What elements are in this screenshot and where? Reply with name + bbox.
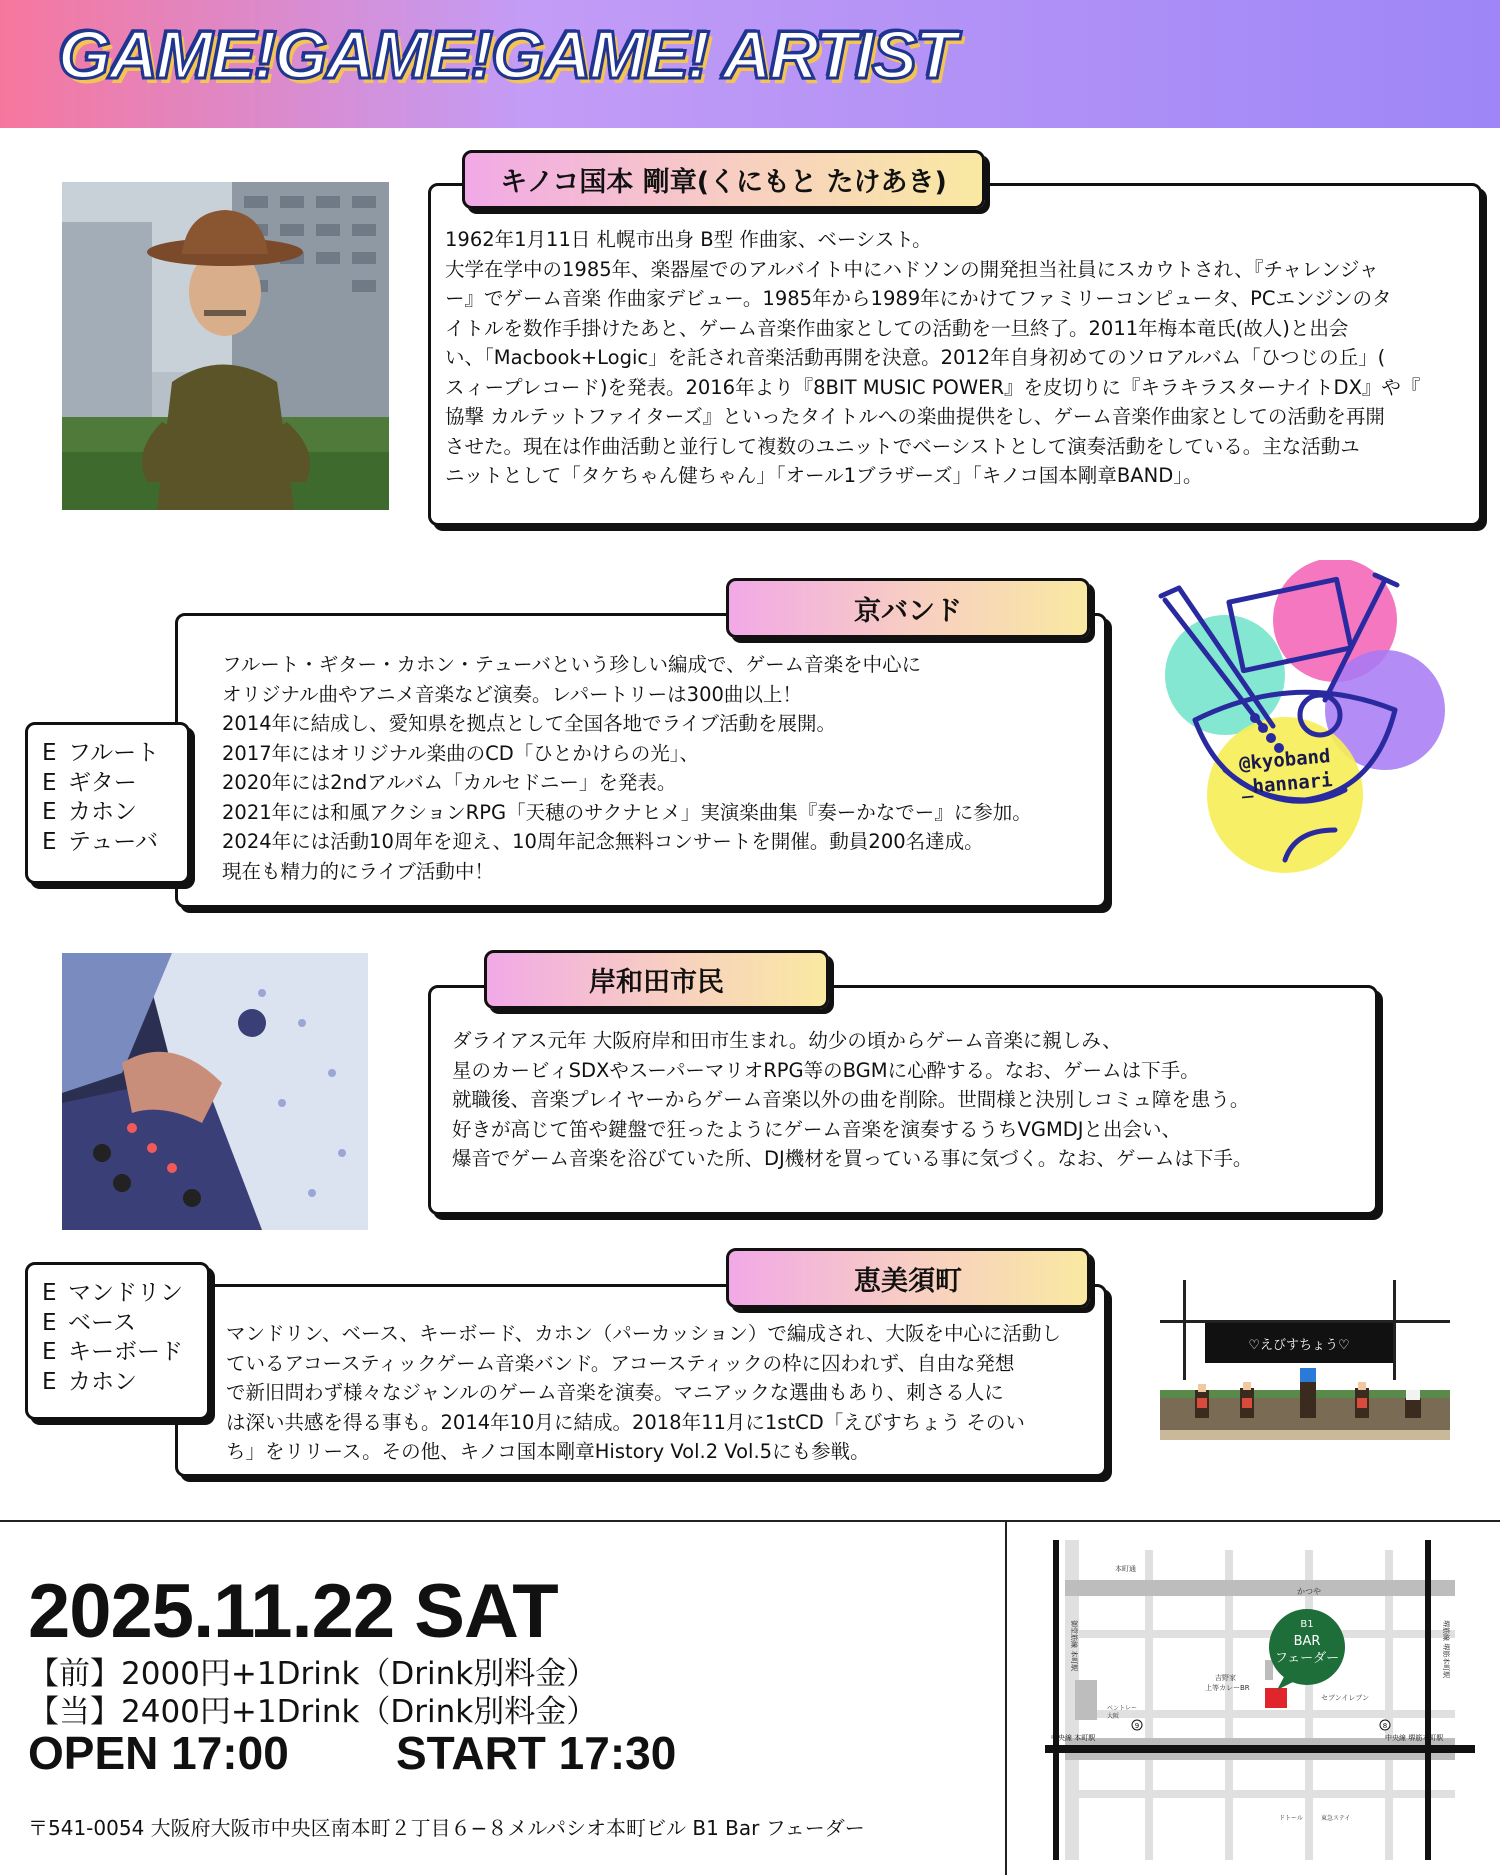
venue-address: 〒541-0054 大阪府大阪市中央区南本町２丁目６−８メルパシオ本町ビル B1 Bar フェーダー (28, 1816, 865, 1840)
map-exit-right: 8 (1382, 1722, 1388, 1730)
instrument-item: E キーボード (42, 1339, 183, 1365)
map-doutor: ドトール (1279, 1815, 1303, 1822)
instrument-item: E テューバ (42, 828, 159, 855)
artist-bio-kyoband: フルート・ギター・カホン・テューバという珍しい編成で、ゲーム音楽を中心に オリジナル曲やアニメ音楽など演奏。レパートリーは300曲以上！ 2014年に結成し、愛知県を拠点として全国各地でライブ活動を展開。 2017年にはオリジナル楽曲のCD「ひとかけらの光」、 2020年には2ndアルバム「カルセドニー」を発表。 2021年には和風アクションRPG「天穂のサクナヒメ」実演楽曲集『奏ーかなでー』に参加。 2024年には活動10周年を迎え、10周年記念無料コンサートを開催。動員200名達成。 現在も精力的にライブ活動中！ (222, 653, 1032, 883)
ebisucho-logo-text: ♡えびすちょう♡ (1248, 1338, 1350, 1353)
map-tokyu: 東急ステイ (1321, 1815, 1351, 1822)
kyoband-logo (1135, 560, 1455, 880)
ebisucho-pixel-art (1155, 1280, 1455, 1455)
map-exit-left: 9 (1134, 1722, 1140, 1730)
instrument-item: E マンドリン (42, 1280, 183, 1306)
kyoband-logo-text: @kyoband _hannari (1238, 745, 1334, 799)
map-venue-floor: B1 (1300, 1619, 1314, 1630)
instrument-item: E ベース (42, 1309, 136, 1336)
artist-name-kunimoto: キノコ国本 剛章(くにもと たけあき) (462, 150, 985, 209)
artist-name-kishiwada: 岸和田市民 (484, 950, 829, 1009)
artist-bio-kunimoto: 1962年1月11日 札幌市出身 B型 作曲家、ベーシスト。 大学在学中の1985年、楽器屋でのアルバイト中にハドソンの開発担当社員にスカウトされ、『チャレンジャ ー』でゲーム音楽 作曲家デビュー。1985年から1989年にかけてファミリーコンピュータ、PCエンジンのタ イトルを数作手掛けたあと、ゲーム音楽作曲家としての活動を一旦終了。2011年梅本竜氏(故人)と出会 い、「Macbook+Logic」を託され音楽活動再開を決意。2012年自身初めてのソロアルバム「ひつじの丘」( スィープレコード)を発表。2016年より『8BIT MUSIC POWER』を皮切りに『キラキラスターナイトDX』や『 協撃 カルテットファイターズ』といったタイトルへの楽曲提供をし、ゲーム音楽作曲家としての活動を再開 させた。現在は作曲活動と並行して複数のユニットでベーシストとして演奏活動をしている。主な活動ユ ニットとして「タケちゃん健ちゃん」「オール1ブラザーズ」「キノコ国本剛章BAND」。 (445, 228, 1421, 487)
map-honmachi-dori: 本町通 (1115, 1565, 1136, 1573)
venue-map (1045, 1540, 1475, 1864)
event-date: 2025.11.22 SAT (28, 1569, 558, 1654)
map-bentley2: 大阪 (1107, 1713, 1120, 1720)
artist-bio-kishiwada: ダライアス元年 大阪府岸和田市生まれ。幼少の頃からゲーム音楽に親しみ、 星のカービィSDXやスーパーマリオRPG等のBGMに心酔する。なお、ゲームは下手。 就職後、音楽プレイヤーからゲーム音楽以外の曲を削除。世間様と決別しコミュ障を患う。 好きが高じて笛や鍵盤で狂ったようにゲーム音楽を演奏するうちVGMDJと出会い、 爆音でゲーム音楽を浴びていた所、DJ機材を買っている事に気づく。なお、ゲームは下手。 (452, 1029, 1253, 1170)
map-chuo-right: 中央線 堺筋本町駅 (1385, 1734, 1444, 1742)
artist-name-kyoband: 京バンド (726, 578, 1090, 638)
map-venue-line2: フェーダー (1274, 1651, 1340, 1666)
start-time: START 17:30 (396, 1727, 677, 1779)
map-left-station: 御堂筋線 本町駅 (1070, 1620, 1078, 1672)
map-yoshinoya: 吉野家 (1215, 1674, 1236, 1682)
map-seven: セブンイレブン (1321, 1694, 1370, 1702)
page-title: GAME!GAME!GAME! ARTIST (58, 17, 955, 93)
open-time: OPEN 17:00 (28, 1727, 289, 1779)
map-venue-line1: BAR (1293, 1634, 1321, 1649)
price-door: 【当】2400円+1Drink（Drink別料金） (28, 1694, 598, 1730)
header-banner (0, 0, 1500, 128)
artist-name-ebisucho: 恵美須町 (726, 1248, 1090, 1308)
map-katsuya: かつや (1297, 1587, 1321, 1596)
footer-divider (0, 1520, 1500, 1522)
footer-vertical-divider (1005, 1520, 1007, 1875)
map-curry: 上等カレーBR (1205, 1684, 1250, 1692)
artist-photo-kishiwada (62, 953, 368, 1230)
instrument-list-ebisucho (25, 1262, 210, 1420)
instrument-item: E カホン (42, 799, 137, 825)
instrument-item: E フルート (42, 740, 160, 766)
map-chuo-left: 中央線 本町駅 (1051, 1734, 1096, 1742)
artist-bio-ebisucho: マンドリン、ベース、キーボード、カホン（パーカッション）で編成され、大阪を中心に活動し ているアコースティックゲーム音楽バンド。アコースティックの枠に囚われず、自由な発想 で新旧問わず様々なジャンルのゲーム音楽を演奏。マニアックな選曲もあり、刺さる人に は深い共感を得る事も。2014年10月に結成。2018年11月に1stCD「えびすちょう そのい ち」をリリース。その他、キノコ国本剛章History Vol.2 Vol.5にも参戦。 (226, 1322, 1061, 1463)
instrument-item: E ギター (42, 769, 137, 796)
artist-photo-kunimoto (62, 182, 389, 510)
instrument-list-kyoband (25, 722, 190, 884)
map-bentley: ベントレー (1107, 1705, 1138, 1712)
instrument-item: E カホン (42, 1368, 137, 1395)
price-advance: 【前】2000円+1Drink（Drink別料金） (28, 1656, 598, 1692)
map-right-station: 堺筋線 堺筋本町駅 (1442, 1620, 1450, 1679)
